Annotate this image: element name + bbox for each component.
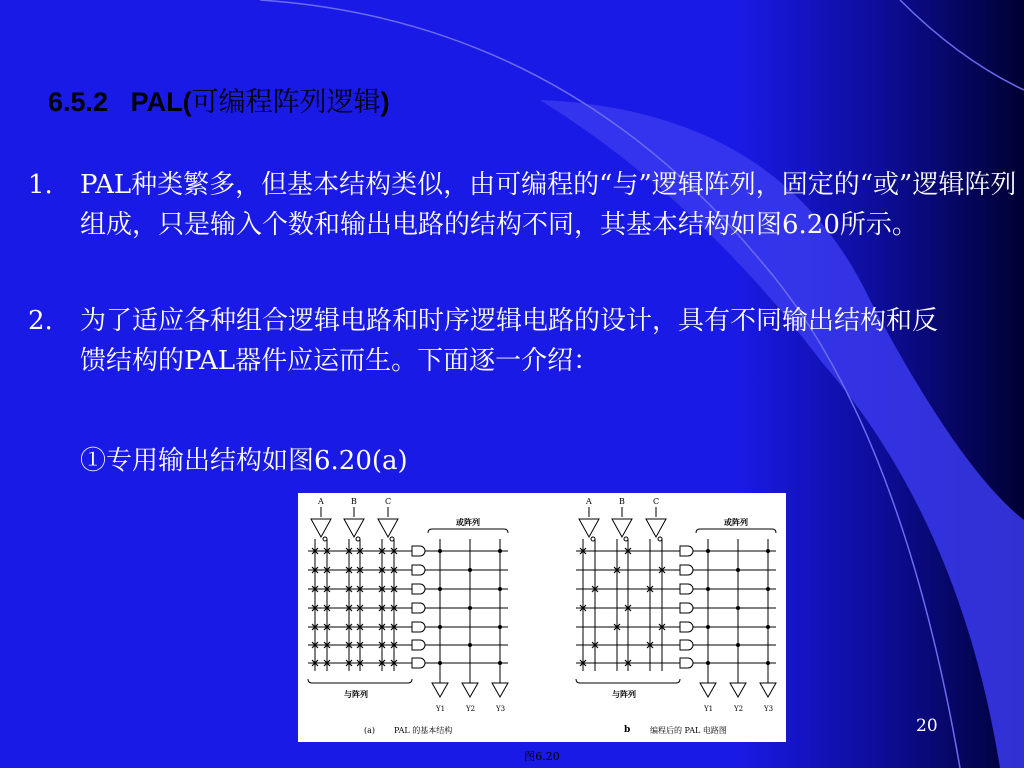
panel-a-title: PAL 的基本结构 [394, 726, 453, 735]
output-label: Y1 [436, 705, 446, 713]
input-buffer-icon [579, 519, 599, 537]
and-array-label: 与阵列 [612, 689, 636, 699]
slide-title [48, 80, 390, 119]
output-label: Y3 [496, 705, 506, 713]
fixed-connection-dot [498, 661, 502, 665]
panel-b-tag: b [624, 725, 631, 735]
fixed-connection-dot [766, 661, 770, 665]
fixed-connection-dot [498, 549, 502, 553]
output-label: Y3 [764, 705, 774, 713]
bullet-text: PAL种类繁多，但基本结构类似，由可编程的“与”逻辑阵列，固定的“或”逻辑阵列组成，只是输入个数和输出电路的结构不同，其基本结构如图6.20所示。 [80, 170, 1017, 240]
bullet-text: 为了适应各种组合逻辑电路和时序逻辑电路的设计，具有不同输出结构和反馈结构的PAL器件应运而生。下面逐一介绍： [80, 306, 939, 376]
fixed-connection-dot [438, 625, 442, 629]
bullet-item-1 [28, 165, 1024, 245]
pal-schematic [298, 493, 786, 742]
title-text: PAL( [130, 87, 192, 117]
and-gate-icon [680, 546, 693, 556]
inverter-bubble [591, 537, 595, 541]
and-gate-icon [412, 622, 425, 632]
figure-caption: 图6.20 [524, 750, 560, 763]
and-gate-icon [412, 565, 425, 575]
and-gate-icon [412, 658, 425, 668]
and-gate-icon [680, 603, 693, 613]
or-array-label: 或阵列 [724, 517, 748, 527]
input-label: B [619, 497, 625, 506]
fixed-connection-dot [438, 661, 442, 665]
fixed-connection-dot [706, 661, 710, 665]
inverter-bubble [658, 537, 662, 541]
output-buffer-icon [730, 683, 746, 697]
panel-b [576, 497, 776, 713]
and-array-bracket [308, 679, 412, 683]
title-close: ) [380, 87, 390, 117]
output-label: Y2 [466, 705, 476, 713]
fixed-connection-dot [498, 625, 502, 629]
output-label: Y2 [734, 705, 744, 713]
panel-a-tag: (a) [364, 726, 376, 735]
output-label: Y1 [704, 705, 714, 713]
input-label: C [385, 497, 392, 506]
inverter-bubble [356, 537, 360, 541]
and-gate-icon [680, 640, 693, 650]
input-buffer-icon [311, 519, 331, 537]
and-gate-icon [680, 658, 693, 668]
bullet-item-2 [28, 301, 958, 381]
and-gate-icon [680, 622, 693, 632]
or-array-bracket [696, 529, 776, 533]
input-label: C [653, 497, 660, 506]
output-buffer-icon [432, 683, 448, 697]
input-label: A [318, 497, 324, 506]
fixed-connection-dot [468, 643, 472, 647]
fixed-connection-dot [766, 549, 770, 553]
pal-figure [298, 493, 786, 742]
and-gate-icon [412, 584, 425, 594]
fixed-connection-dot [736, 606, 740, 610]
fixed-connection-dot [766, 587, 770, 591]
inverter-bubble [390, 537, 394, 541]
fixed-connection-dot [498, 587, 502, 591]
output-buffer-icon [462, 683, 478, 697]
input-buffer-icon [646, 519, 666, 537]
fixed-connection-dot [468, 606, 472, 610]
input-buffer-icon [612, 519, 632, 537]
fixed-connection-dot [438, 549, 442, 553]
panel-a [308, 497, 508, 713]
inverter-bubble [323, 537, 327, 541]
output-buffer-icon [760, 683, 776, 697]
input-buffer-icon [344, 519, 364, 537]
input-label: A [586, 497, 592, 506]
fixed-connection-dot [706, 549, 710, 553]
inverter-bubble [624, 537, 628, 541]
bullet-number: 1. [28, 170, 53, 200]
or-array-bracket [428, 529, 508, 533]
page-number: 20 [916, 716, 938, 736]
and-gate-icon [412, 546, 425, 556]
fixed-connection-dot [468, 568, 472, 572]
and-gate-icon [412, 603, 425, 613]
fixed-connection-dot [736, 568, 740, 572]
fixed-connection-dot [706, 587, 710, 591]
input-buffer-icon [378, 519, 398, 537]
bullet-number: 2. [28, 306, 53, 336]
output-buffer-icon [492, 683, 508, 697]
and-gate-icon [412, 640, 425, 650]
or-array-label: 或阵列 [456, 517, 480, 527]
title-number: 6.5.2 [48, 87, 109, 117]
sub-item: ①专用输出结构如图6.20(a) [80, 446, 408, 476]
title-cjk: 可编程阵列逻辑 [191, 87, 381, 118]
and-array-label: 与阵列 [344, 689, 368, 699]
output-buffer-icon [700, 683, 716, 697]
panel-b-title: 编程后的 PAL 电路图 [650, 726, 727, 735]
fixed-connection-dot [706, 625, 710, 629]
and-gate-icon [680, 565, 693, 575]
fixed-connection-dot [438, 587, 442, 591]
and-array-bracket [576, 679, 680, 683]
and-gate-icon [680, 584, 693, 594]
fixed-connection-dot [736, 643, 740, 647]
input-label: B [351, 497, 357, 506]
fixed-connection-dot [766, 625, 770, 629]
